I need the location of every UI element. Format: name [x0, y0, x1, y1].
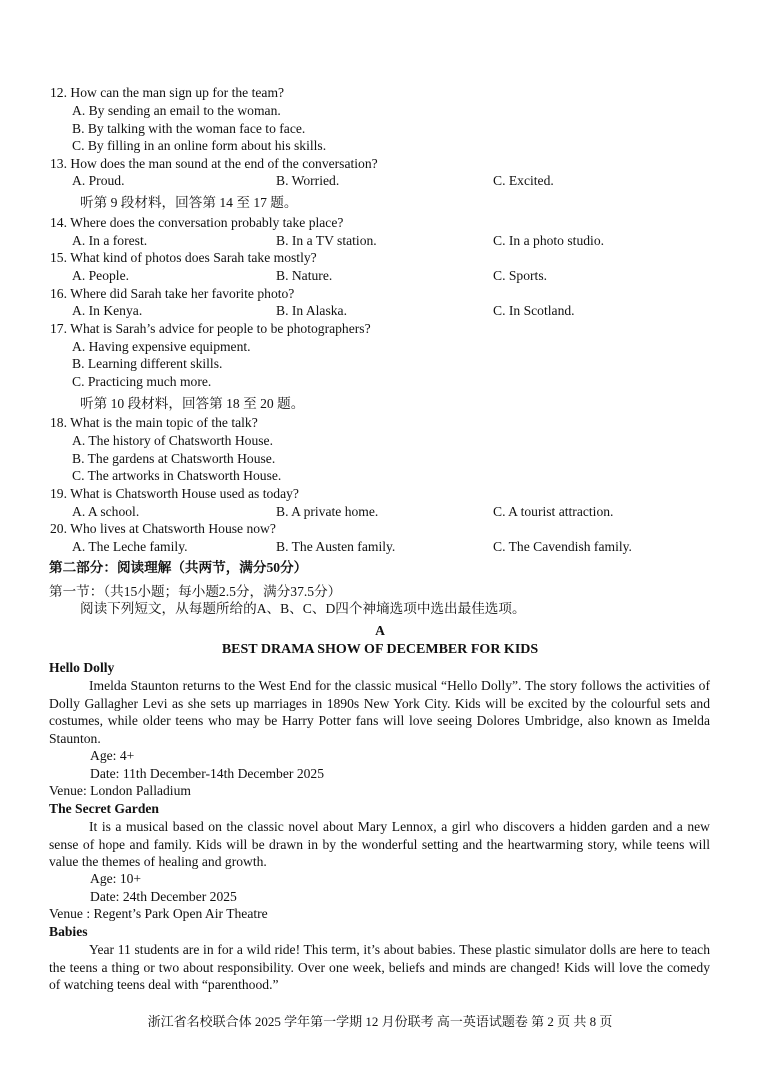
question-13-option-a: A. Proud.	[72, 173, 125, 188]
question-18-option-b: B. The gardens at Chatsworth House.	[72, 451, 276, 466]
description-text: Imelda Staunton returns to the West End for the classic musical “Hello Dolly”. The story follows the activities of Dolly Gallagher Levi as she sets up marriages in 1890s New York City. Kids will be excited by the colourful sets and costumes, while older teens who may be Harry Potter fans will love seeing Dolores Umbridge, also known as Imelda Staunton.	[49, 678, 710, 746]
question-14-option-c: C. In a photo studio.	[493, 233, 605, 248]
show-age-hello-dolly: Age: 4+	[90, 748, 135, 763]
question-16-option-c: C. In Scotland.	[493, 303, 575, 318]
question-15-stem: 15. What kind of photos does Sarah take mostly?	[50, 250, 317, 265]
question-15-option-a: A. People.	[72, 268, 130, 283]
show-description-secret-garden	[49, 818, 710, 871]
show-title-secret-garden: The Secret Garden	[49, 801, 159, 816]
question-14-option-a: A. In a forest.	[72, 233, 148, 248]
passage-title: BEST DRAMA SHOW OF DECEMBER FOR KIDS	[221, 642, 539, 657]
description-text: It is a musical based on the classic novel about Mary Lennox, a girl who discovers a hidden garden and a new sense of hope and family. Kids will be drawn in by the wonderful setting and the heartwarming story, while teens will value the themes of healing and growth.	[49, 819, 710, 869]
question-17-option-a: A. Having expensive equipment.	[72, 339, 251, 354]
question-15-option-c: C. Sports.	[493, 268, 548, 283]
question-16-option-a: A. In Kenya.	[72, 303, 143, 318]
question-17-option-b: B. Learning different skills.	[72, 356, 223, 371]
listening-section-9-instruction: 听第 9 段材料，回答第 14 至 17 题。	[80, 195, 298, 210]
question-12-option-a: A. By sending an email to the woman.	[72, 103, 281, 118]
question-13-option-b: B. Worried.	[276, 173, 340, 188]
reading-section-title: 第一节：（共15小题；每小题2.5分，满分37.5分）	[49, 584, 342, 599]
show-title-hello-dolly: Hello Dolly	[49, 660, 115, 675]
question-17-option-c: C. Practicing much more.	[72, 374, 212, 389]
show-description-hello-dolly	[49, 677, 710, 747]
question-20-option-a: A. The Leche family.	[72, 539, 188, 554]
question-16-stem: 16. Where did Sarah take her favorite photo?	[50, 286, 295, 301]
question-13-stem: 13. How does the man sound at the end of the conversation?	[50, 156, 378, 171]
question-19-option-b: B. A private home.	[276, 504, 379, 519]
question-12-stem: 12. How can the man sign up for the team?	[50, 85, 285, 100]
reading-instruction: 阅读下列短文，从每题所给的A、B、C、D四个神墒选项中选出最佳选项。	[80, 601, 526, 616]
question-14-stem: 14. Where does the conversation probably take place?	[50, 215, 344, 230]
question-19-option-c: C. A tourist attraction.	[493, 504, 614, 519]
show-venue-hello-dolly: Venue: London Palladium	[49, 783, 191, 798]
question-18-option-c: C. The artworks in Chatsworth House.	[72, 468, 282, 483]
page-footer: 浙江省名校联合体 2025 学年第一学期 12 月份联考 高一英语试题卷 第 2 页 共 8 页	[147, 1014, 613, 1029]
question-17-stem: 17. What is Sarah’s advice for people to be photographers?	[50, 321, 371, 336]
question-15-option-b: B. Nature.	[276, 268, 333, 283]
show-title-babies: Babies	[49, 924, 88, 939]
question-20-stem: 20. Who lives at Chatsworth House now?	[50, 521, 276, 536]
show-date-secret-garden: Date: 24th December 2025	[90, 889, 237, 904]
passage-letter: A	[375, 623, 385, 638]
question-16-option-b: B. In Alaska.	[276, 303, 347, 318]
question-14-option-b: B. In a TV station.	[276, 233, 377, 248]
description-text: Year 11 students are in for a wild ride! This term, it’s about babies. These plastic simulator dolls are here to teach the teens a thing or two about responsibility. Over one week, beliefs and minds are changed! Kids will love the comedy of watching teens deal with “parenthood.”	[49, 942, 710, 992]
show-date-hello-dolly: Date: 11th December-14th December 2025	[90, 766, 325, 781]
show-venue-secret-garden: Venue : Regent’s Park Open Air Theatre	[49, 906, 268, 921]
show-age-secret-garden: Age: 10+	[90, 871, 142, 886]
question-19-stem: 19. What is Chatsworth House used as today?	[50, 486, 299, 501]
question-19-option-a: A. A school.	[72, 504, 140, 519]
question-18-option-a: A. The history of Chatsworth House.	[72, 433, 273, 448]
reading-part-title: 第二部分：阅读理解（共两节，满分50分）	[49, 560, 308, 575]
question-12-option-b: B. By talking with the woman face to face.	[72, 121, 306, 136]
question-20-option-b: B. The Austen family.	[276, 539, 396, 554]
show-description-babies	[49, 941, 710, 994]
question-20-option-c: C. The Cavendish family.	[493, 539, 632, 554]
question-18-stem: 18. What is the main topic of the talk?	[50, 415, 258, 430]
question-12-option-c: C. By filling in an online form about his skills.	[72, 138, 327, 153]
listening-section-10-instruction: 听第 10 段材料，回答第 18 至 20 题。	[80, 396, 305, 411]
question-13-option-c: C. Excited.	[493, 173, 554, 188]
